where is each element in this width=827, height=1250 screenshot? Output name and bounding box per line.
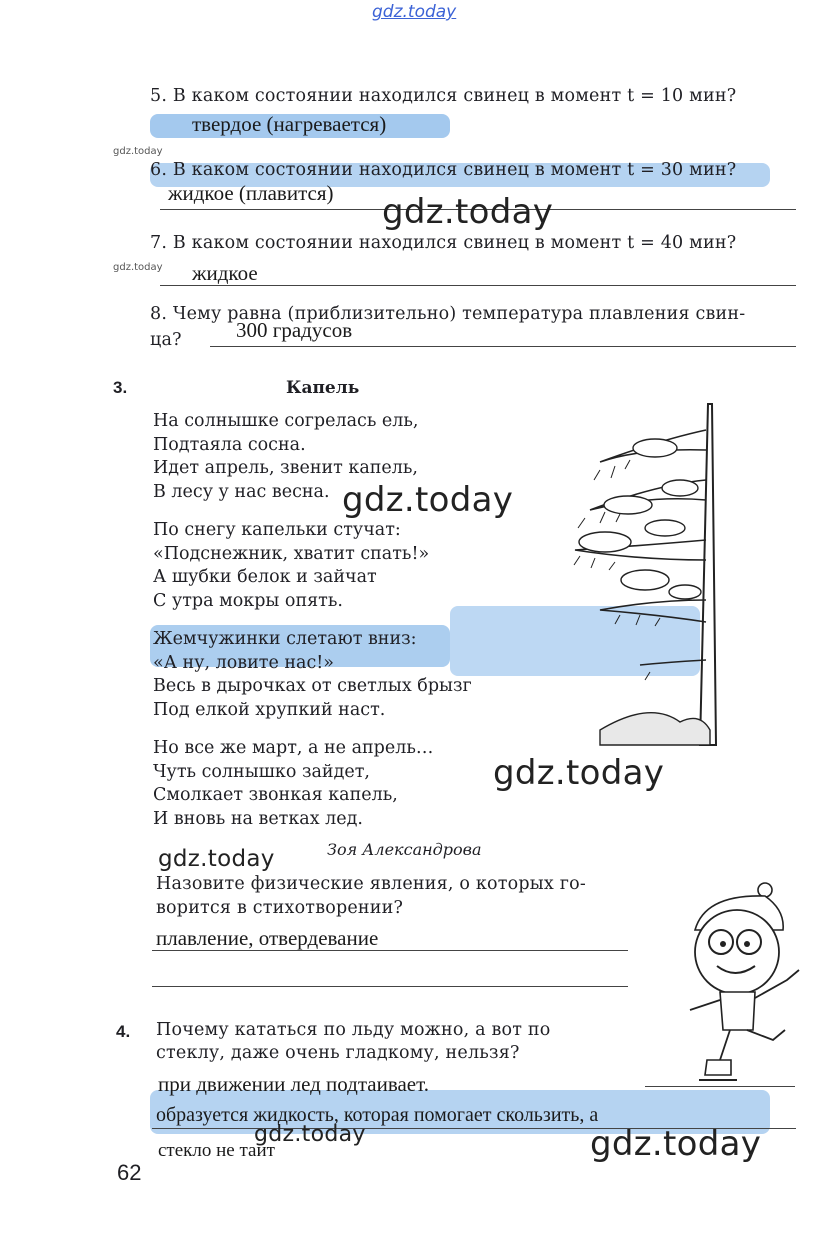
answer-line <box>152 986 628 987</box>
poem-author: Зоя Александрова <box>327 840 482 859</box>
poem-line: Но все же март, а не апрель… <box>153 738 434 758</box>
answer-line <box>152 950 628 951</box>
poem-line: С утра мокры опять. <box>153 590 343 611</box>
task-4-answer-line1: при движении лед подтаивает. <box>158 1072 429 1096</box>
poem-stanza-2 <box>153 519 429 613</box>
task-4-answer-line2: образуется жидкость, которая помогает скользить, а <box>156 1104 599 1126</box>
poem-line: Подтаяла сосна. <box>153 434 306 455</box>
answer-line <box>210 346 796 347</box>
poem-line: Под елкой хрупкий наст. <box>153 699 386 720</box>
task-3-number: 3. <box>113 378 128 397</box>
poem-line: И вновь на ветках лед. <box>153 808 363 829</box>
watermark: gdz.today <box>493 753 665 793</box>
poem-line: «Подснежник, хватит спать!» <box>153 543 430 564</box>
poem-line: Весь в дырочках от светлых брызг <box>153 676 472 696</box>
answer-line <box>645 1086 795 1087</box>
watermark: gdz.today <box>158 846 275 872</box>
poem-title: Капель <box>286 378 360 398</box>
answer-5: твердое (нагревается) <box>192 112 387 136</box>
poem-line: А шубки белок и зайчат <box>153 567 377 587</box>
question-6: 6. В каком состоянии находился свинец в момент t = 30 мин? <box>150 160 737 180</box>
question-8-line1: 8. Чему равна (приблизительно) температура плавления свин- <box>150 304 746 324</box>
question-5: 5. В каком состоянии находился свинец в момент t = 10 мин? <box>150 86 737 106</box>
poem-line: По снегу капельки стучат: <box>153 520 401 540</box>
watermark: gdz.today <box>342 480 514 520</box>
poem-line: Идет апрель, звенит капель, <box>153 458 418 478</box>
poem-line: В лесу у нас весна. <box>153 481 330 502</box>
answer-7: жидкое <box>192 261 258 285</box>
answer-line <box>160 285 796 286</box>
task-4-question-line2: стеклу, даже очень гладкому, нельзя? <box>156 1043 520 1063</box>
watermark: gdz.today <box>254 1122 366 1147</box>
task-4-answer-line3: стекло не таит <box>158 1140 275 1161</box>
watermark: gdz.today <box>382 192 554 232</box>
question-8-line2: ца? <box>150 330 182 350</box>
task-3-question-line2: ворится в стихотворении? <box>156 898 404 918</box>
snowy-tree-illustration <box>560 400 730 750</box>
poem-line: Смолкает звонкая капель, <box>153 785 398 805</box>
poem-line: Жемчужинки слетают вниз: <box>153 629 417 649</box>
question-7: 7. В каком состоянии находился свинец в момент t = 40 мин? <box>150 233 737 253</box>
task-3-answer: плавление, отвердевание <box>156 926 379 950</box>
task-3-question-line1: Назовите физические явления, о которых го- <box>156 874 586 894</box>
poem-stanza-4 <box>153 737 433 831</box>
poem-line: Чуть солнышко зайдет, <box>153 761 370 782</box>
small-watermark: gdz.today <box>113 146 163 157</box>
page-number: 62 <box>117 1160 142 1185</box>
task-4-question-line1: Почему кататься по льду можно, а вот по <box>156 1020 551 1040</box>
task-4-number: 4. <box>116 1022 131 1041</box>
poem-line: «А ну, ловите нас!» <box>153 652 335 673</box>
poem-stanza-3 <box>153 628 472 722</box>
header-watermark: gdz.today <box>372 2 457 22</box>
small-watermark: gdz.today <box>113 262 163 273</box>
watermark: gdz.today <box>590 1124 762 1164</box>
poem-line: На солнышке согрелась ель, <box>153 411 419 431</box>
answer-6: жидкое (плавится) <box>168 181 334 205</box>
answer-8: 300 градусов <box>236 318 353 342</box>
skater-boy-illustration <box>675 880 805 1090</box>
